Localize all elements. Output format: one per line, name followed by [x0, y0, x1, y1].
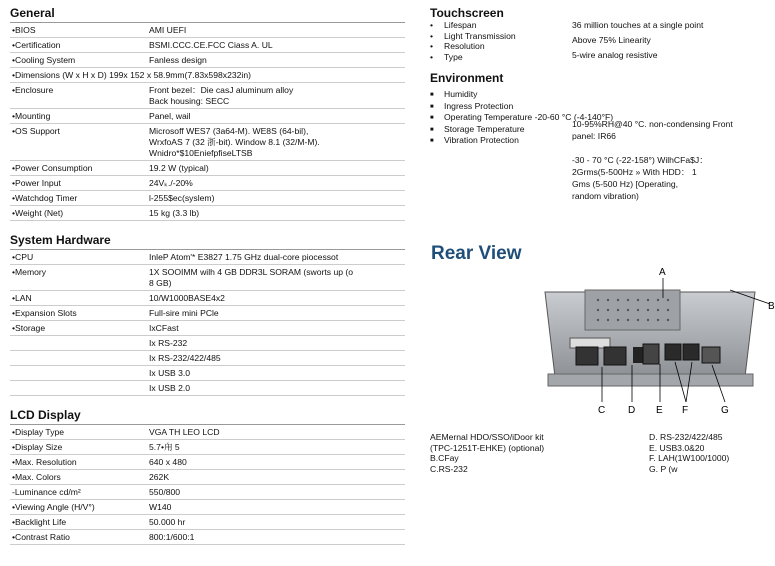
lcd-row	[10, 530, 405, 545]
spec-value-line: Front bezel：Die casJ aluminum alloy	[149, 85, 294, 95]
general-row	[10, 68, 405, 83]
lcd-display-title: LCD Display	[10, 406, 405, 425]
environment-label: ■ Storage Temperature	[430, 124, 775, 136]
lcd-row	[10, 485, 405, 500]
spec-value	[149, 308, 405, 319]
environment-value: random vibration)	[572, 191, 639, 201]
spec-value	[149, 178, 405, 189]
spec-label: •Memory	[12, 267, 47, 277]
spec-label: •Weight (Net)	[12, 208, 64, 218]
spec-label: •Expansion Slots	[12, 308, 77, 318]
spec-label: •Power Input	[12, 178, 61, 188]
spec-value	[149, 427, 405, 438]
spec-value-line: 24Vₖ./-20%	[149, 178, 193, 188]
callout-a: A	[659, 267, 666, 278]
spec-value	[149, 383, 405, 394]
legend-item: G. P (w	[649, 463, 678, 474]
touchscreen-label: • Light Transmission	[430, 31, 572, 42]
environment-value: Gms (5-500 Hz) [Operating,	[572, 179, 679, 189]
legend-item: D. RS-232/422/485	[649, 432, 723, 442]
legend-item: (TPC-1251T-EHKE) (optional)	[430, 442, 545, 453]
spec-value	[149, 267, 405, 289]
touchscreen-label: • Type	[430, 52, 572, 63]
environment-value	[572, 142, 772, 154]
legend-item: AEMernal HDO/SSO/iDoor kit	[430, 432, 544, 442]
spec-value-line: Fanless design	[149, 55, 207, 65]
spec-label: •CPU	[12, 252, 34, 262]
spec-value	[149, 111, 405, 122]
spec-label: •Mounting	[12, 111, 51, 121]
legend-item: B.CFay	[430, 453, 459, 463]
lcd-row	[10, 500, 405, 515]
rear-view-title: Rear View	[431, 243, 522, 264]
spec-label: •BIOS	[12, 25, 36, 35]
lcd-row	[10, 515, 405, 530]
touchscreen-label: • Resolution	[430, 41, 572, 52]
general-row	[10, 161, 405, 176]
lcd-row	[10, 425, 405, 440]
spec-value-line: Wnidro*$10EniefpfiseLTSB	[149, 148, 253, 158]
spec-value-line: 550/800	[149, 487, 181, 497]
legend-item: F. LAH(1W100/1000)	[649, 453, 730, 463]
spec-value-line: 800:1/600:1	[149, 532, 195, 542]
spec-value-line: 15 kg (3.3 lb)	[149, 208, 200, 218]
spec-value	[149, 517, 405, 528]
spec-value	[149, 338, 405, 349]
spec-value-line: 5.7•甪 5	[149, 442, 180, 452]
spec-label	[10, 383, 149, 394]
legend-item: E. USB3.0&20	[649, 442, 705, 453]
spec-value	[149, 487, 405, 498]
general-row	[10, 83, 405, 109]
touchscreen-value: 36 million touches at a single point	[572, 20, 704, 30]
general-row	[10, 176, 405, 191]
spec-value	[149, 472, 405, 483]
rear-legend-left	[430, 432, 544, 474]
general-row	[10, 53, 405, 68]
spec-value-line: 8 GB)	[149, 278, 172, 288]
general-row	[10, 38, 405, 53]
spec-value	[149, 368, 405, 379]
lcd-row	[10, 470, 405, 485]
spec-value	[149, 208, 405, 219]
hardware-row	[10, 366, 405, 381]
spec-value-line: IxCFast	[149, 323, 179, 333]
spec-label: •Dimensions (W x H x D) 199x 152 x 58.9mm(7.83x598x232in)	[12, 70, 251, 80]
spec-value-line: Ix RS-232	[149, 338, 188, 348]
environment-value: panel: IR66	[572, 131, 616, 141]
hardware-row	[10, 321, 405, 336]
legend-item: C.RS-232	[430, 463, 468, 474]
spec-value	[149, 70, 405, 81]
spec-value-line: BSMI.CCC.CE.FCC Ciass A. UL	[149, 40, 273, 50]
general-row	[10, 124, 405, 161]
spec-value-line: Microsoff WES7 (3a64-M). WE8S (64-bil),	[149, 126, 309, 136]
lcd-row	[10, 455, 405, 470]
spec-value-line: Ix USB 3.0	[149, 368, 191, 378]
environment-value: 2Grms(5-500Hz » With HDD： 1	[572, 167, 697, 177]
general-row	[10, 191, 405, 206]
spec-label: •OS Support	[12, 126, 60, 136]
touchscreen-label: • Lifespan	[430, 20, 572, 31]
spec-value	[149, 293, 405, 304]
spec-label: •Enclosure	[12, 85, 54, 95]
spec-value-line: 19.2 W (typical)	[149, 163, 209, 173]
spec-value-line: AMI UEFI	[149, 25, 187, 35]
spec-value-line: W140	[149, 502, 172, 512]
spec-label: •LAN	[12, 293, 32, 303]
spec-value	[149, 252, 405, 263]
spec-value	[149, 353, 405, 364]
spec-label: •Power Consumption	[12, 163, 93, 173]
hardware-row	[10, 306, 405, 321]
environment-label: ■ Operating Temperature -20-60 °C (-4-140°F)	[430, 112, 775, 124]
environment-label: ■ Vibration Protection	[430, 135, 775, 147]
spec-label: •Viewing Angle (H/V°)	[12, 502, 95, 512]
spec-value-line: VGA TH LEO LCD	[149, 427, 220, 437]
spec-label	[10, 353, 149, 364]
spec-value	[149, 323, 405, 334]
spec-value	[149, 25, 405, 36]
callout-g: G	[721, 405, 729, 416]
callout-b: B	[768, 301, 775, 312]
spec-value	[149, 502, 405, 513]
spec-value	[149, 40, 405, 51]
environment-label: ■ Humidity	[430, 89, 775, 101]
spec-value-line: 262K	[149, 472, 170, 482]
spec-value-line: InleP Atom'* E3827 1.75 GHz dual-core piocessot	[149, 252, 339, 262]
spec-label	[10, 368, 149, 379]
lcd-row	[10, 440, 405, 455]
rear-view-diagram	[530, 262, 775, 422]
spec-label: •Cooling System	[12, 55, 76, 65]
spec-label: •Contrast Ratio	[12, 532, 70, 542]
spec-value	[149, 126, 405, 159]
spec-value	[149, 55, 405, 66]
spec-value	[149, 85, 405, 107]
general-row	[10, 109, 405, 124]
environment-title: Environment	[430, 71, 504, 85]
system-hardware-title: System Hardware	[10, 231, 405, 250]
spec-table-left	[10, 0, 405, 545]
hardware-row	[10, 265, 405, 291]
spec-value-line: 1X SOOIMM wilh 4 GB DDR3L SORAM (sworts up (o	[149, 267, 354, 277]
environment-value: 10-95%RH@40 °C. non-condensing Front	[572, 119, 733, 129]
rear-legend-right	[649, 432, 729, 474]
spec-label: •Display Type	[12, 427, 65, 437]
hardware-row	[10, 381, 405, 396]
hardware-row	[10, 250, 405, 265]
callout-e: E	[656, 405, 663, 416]
environment-label: ■ Ingress Protection	[430, 101, 775, 113]
spec-value	[149, 457, 405, 468]
spec-label: •Display Size	[12, 442, 63, 452]
spec-label: •Max. Resolution	[12, 457, 77, 467]
spec-value	[149, 163, 405, 174]
hardware-row	[10, 291, 405, 306]
callout-d: D	[628, 405, 636, 416]
callout-f: F	[682, 405, 689, 416]
touchscreen-value: 5-wire analog resistive	[572, 50, 658, 60]
spec-value-line: Ix USB 2.0	[149, 383, 191, 393]
spec-label: •Max. Colors	[12, 472, 61, 482]
touchscreen-value: Above 75% Linearity	[572, 35, 651, 45]
spec-label: •Watchdog Timer	[12, 193, 78, 203]
spec-value	[149, 193, 405, 204]
spec-value-line: l-255$ec(syslem)	[149, 193, 215, 203]
spec-label	[10, 338, 149, 349]
general-row	[10, 206, 405, 221]
spec-value-line: WrxfoAS 7 (32 浙-bit). Window 8.1 (32/M-M).	[149, 137, 320, 147]
spec-value-line: Full-sire mini PCle	[149, 308, 219, 318]
general-title: General	[10, 4, 405, 23]
spec-value	[149, 442, 405, 453]
hardware-row	[10, 336, 405, 351]
spec-label: •Certification	[12, 40, 61, 50]
touchscreen-block	[430, 20, 775, 63]
environment-values	[572, 118, 772, 202]
spec-value-line: 10/W1000BASE4x2	[149, 293, 225, 303]
spec-value-line: 50.000 hr	[149, 517, 186, 527]
general-row	[10, 23, 405, 38]
spec-value-line: Back housing: SECC	[149, 96, 230, 106]
spec-right-column	[430, 0, 775, 474]
spec-label: •Backlight Life	[12, 517, 67, 527]
environment-value: -30 - 70 °C (-22-158°) WilhCFa$J：	[572, 155, 708, 165]
spec-label: -Luminance cd/m²	[12, 487, 81, 497]
spec-value-line: Panel, wail	[149, 111, 191, 121]
spec-value-line: Ix RS-232/422/485	[149, 353, 221, 363]
hardware-row	[10, 351, 405, 366]
callout-c: C	[598, 405, 606, 416]
touchscreen-title: Touchscreen	[430, 6, 504, 20]
spec-value-line: 640 x 480	[149, 457, 187, 467]
spec-label: •Storage	[12, 323, 46, 333]
spec-value	[149, 532, 405, 543]
